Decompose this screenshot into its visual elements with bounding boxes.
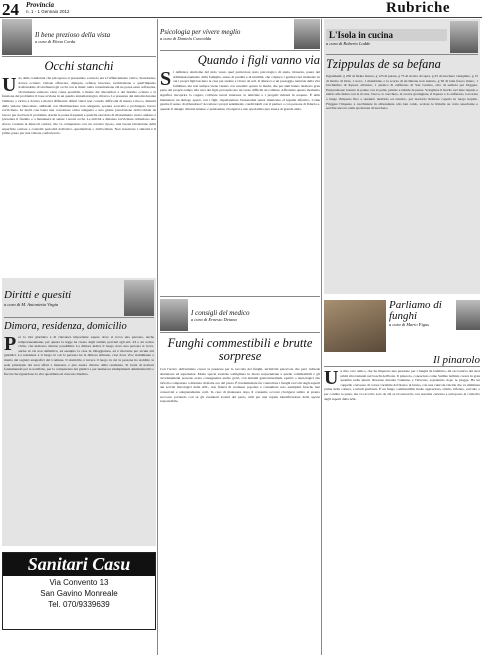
author-photo bbox=[450, 21, 478, 53]
article-body bbox=[4, 335, 154, 544]
drop-cap: U bbox=[324, 369, 339, 389]
author-photo bbox=[124, 280, 154, 316]
author-photo bbox=[2, 19, 32, 55]
article-header bbox=[324, 300, 480, 352]
rubric-title: Psicologia per vivere meglio bbox=[160, 27, 241, 36]
article-title: Occhi stanchi bbox=[44, 59, 114, 73]
article-text: er la vita giuridica è di rilevanza importante sapere dove si trova una persona, anche temporaneamente, per questo la legge ha creato degli istituti, previsti agli artt. 43 e 44 codice civile, che indicano diverse possibilità. La dimora indica il luogo dove una persona si trova, anche in via non definitiva, ad esempio la casa in villeggiatura, ed è rilevante per alcuni atti giuridici. La residenza è il luogo in cui la persona ha la dimora abituale, cioè dove vive stabilmente e risulta dai registri anagrafici del Comune. Il domicilio è invece il luogo in cui la persona ha stabilito la sede principale dei suoi affari e interessi, e può essere diverso dalla residenza. Si tratta di nozioni fondamentali per le notifiche, per la competenza dei giudici e per numerosi adempimenti amministrativi e fiscali che riguardano la vita quotidiana di ciascun cittadino. bbox=[4, 335, 154, 376]
rubric-title: Il bene prezioso della vista bbox=[35, 30, 111, 39]
rubric-title: L'Isola in cucina bbox=[326, 29, 447, 41]
article-body: Con l'arrivo dell'autunno cresce la passione per la raccolta dei funghi, un'attività piacevole che però richiede attenzione ed esperienza. Molte specie tossiche somigliano in modo sorprendente a quelle commestibili e gli avvelenamenti possono avere conseguenze anche gravi, con sintomi gastrointestinali, epatici o neurologici che talvolta compaiono a distanza di molte ore dal pasto. È fondamentale far controllare i funghi raccolti dagli esperti dei servizi micologici delle ASL, non fidarsi di credenze popolari e consumare solo esemplari freschi, ben conservati e adeguatamente cotti. In caso di malessere dopo il consumo occorre rivolgersi subito al pronto soccorso portando con sé gli eventuali avanzi del pasto, utili per una rapida identificazione della specie responsabile. bbox=[160, 367, 320, 404]
article-title: Quando i figli vanno via bbox=[197, 53, 320, 67]
author-name: a cura di Elena Corda bbox=[35, 38, 76, 44]
author-name: a cura di Roberto Lodde bbox=[326, 40, 371, 46]
rubric-title: I consigli del medico bbox=[191, 308, 250, 317]
section-title: Rubriche bbox=[386, 0, 450, 16]
article-funghi bbox=[324, 300, 480, 655]
article-text: n mio caro amico, che ha imparato una passione per i funghi da bambino, mi raccontava dei suoi primi ritrovamenti nei boschi dell'isola. Il pinarolo, conosciuto come Suillus bellinii, cresce in gran quantità nelle pinete litoranee durante l'autunno e l'inverno, soprattutto dopo le piogge. Ha un cappello convesso di colore variabile dal bianco al bruno, con una cuticola viscida che va eliminata prima della cottura, e tubuli giallastri. È un fungo commestibile molto apprezzato, ottimo trifolato, sott'olio o per condire la pasta, ma va raccolto solo da chi sa riconoscerlo con assoluta certezza e sottoposto al controllo degli esperti della ASL. bbox=[324, 369, 480, 401]
rubric-title: Parliamo di funghi bbox=[389, 299, 442, 322]
ad-address: Via Convento 13 bbox=[49, 578, 109, 587]
column-divider bbox=[321, 19, 322, 655]
article-vista bbox=[2, 19, 156, 274]
article-title: Il pinarolo bbox=[324, 354, 480, 367]
article-header bbox=[160, 19, 320, 51]
article-title: Funghi commestibili e brutte sorprese bbox=[167, 336, 313, 363]
article-text: i definisce sindrome del nido vuoto quel particolare stato psicologico di ansia, tristezza, paura del ridimensionamento della famiglia, senso di perdita e di inutilità, che colpisce i genitori nel momento in cui i propri figli lasciano la casa per andare a vivere da soli. Il distacco è un passaggio naturale della vita familiare, ma non sempre viene vissuto con serenità: spesso le madri, che per anni hanno dedicato gran parte del proprio tempo alla cura dei figli, percepiscono un vuoto difficile da colmare. Affrontare questo momento significa riscoprire la coppia, coltivare nuovi interessi, le amicizie e i progetti rimasti in sospeso. È utile mantenere un dialogo aperto con i figli, rispettandone l'autonomia senza rinunciare al legame affettivo. Come gestire il senso di abbandono? Accettare i propri sentimenti, condividerli con il partner o con persone di fiducia e, quando il disagio diventa intenso e persistente, rivolgersi a uno specialista può essere di grande aiuto. bbox=[160, 70, 320, 111]
column-center bbox=[160, 19, 320, 655]
column-right bbox=[324, 19, 480, 655]
drop-cap: U bbox=[2, 76, 17, 96]
article-title: Tzippulas de sa befana bbox=[326, 57, 441, 71]
article-title: Dimora, residenza, domicilio bbox=[4, 321, 127, 332]
author-name: a cura di Daniela Concedda bbox=[160, 35, 212, 41]
author-name: a cura di Ernesto Deiana bbox=[191, 316, 237, 322]
column-left bbox=[2, 19, 156, 655]
article-psicologia bbox=[160, 19, 320, 292]
author-photo bbox=[294, 19, 320, 49]
author-photo bbox=[456, 300, 480, 330]
drop-cap: P bbox=[4, 335, 17, 355]
ad-title: Sanitari Casu bbox=[3, 553, 155, 576]
advertisement bbox=[2, 552, 156, 630]
ad-city: San Gavino Monreale bbox=[40, 589, 118, 598]
article-medico bbox=[160, 296, 320, 655]
mushroom-photo bbox=[324, 300, 386, 352]
article-body bbox=[160, 70, 320, 292]
article-header bbox=[4, 280, 154, 318]
ad-phone: Tel. 070/9339639 bbox=[48, 600, 110, 609]
rubric-title: Diritti e quesiti bbox=[4, 289, 72, 301]
article-body: Ingredienti: g 250 di farina bianca, g 125 di patate, g 75 di ricotta di capra, g 25 di zucchero vanigliato, g 15 di lievito di birra, 1 uovo, 1 mandarino e la scorza di un limone non trattato, g 50 di latte fresco intero, 1 bicchierino di liquore all'anice, 1 pizzico di zafferano di San Gavino, olio di semola per friggere. Preparazione: lessare le patate con la pelle, pelarle e ridurle in purea. Sciogliere il lievito nel latte tiepido e unirlo alla farina con la ricotta, l'uovo, lo zucchero, le scorze grattugiate, il liquore e lo zafferano. Lavorare a lungo l'impasto fino a renderlo morbido ed elastico, poi lasciarlo lievitare coperto in luogo tiepido. Friggere l'impasto a cucchiaiate in abbondante olio ben caldo, scolare le frittelle su carta assorbente e servirle ancora calde spolverate di zucchero. bbox=[326, 74, 478, 111]
article-body bbox=[324, 369, 480, 655]
newspaper-logo: Provincia bbox=[26, 1, 54, 9]
column-divider bbox=[157, 19, 158, 655]
article-diritti bbox=[2, 278, 156, 546]
author-name: a cura di M. Antonietta Virgia bbox=[4, 302, 59, 307]
article-cucina bbox=[324, 19, 480, 294]
author-name: a cura di Mario Figus bbox=[389, 322, 429, 327]
article-header bbox=[2, 19, 156, 57]
drop-cap: S bbox=[160, 70, 172, 90]
author-photo bbox=[160, 299, 188, 331]
issue-info: n. 1 - 1 Gennaio 2012 bbox=[26, 9, 70, 14]
article-header bbox=[160, 299, 320, 333]
article-header bbox=[326, 21, 478, 55]
article-body bbox=[2, 76, 156, 274]
article-text: no delle condizioni che più spesso si presentano a tutte le età è l'affaticamento visivo. Stanchezza, dolore oculare, visione offuscata, diplopia, cefalea, bruciore, lacrimazione e quell'impulso irrefrenabile di strofinarsi gli occhi con le mani: nella consultazione chi ne possa esser sofferente. Ovviamente esistono varie cause possibili, a monte del discomfort e del fastidio oculare o la funzione del problema: il base avviene in un quadro sintomatologico diverso. La presenza dei sintomi durante l'utilizzo a vicino è dovuta a motivi differenti: difetti visivi non corretti, difficoltà di messa a fuoco, disturbi della visione binoculare, ambienti con illuminazione non adeguata, postura scorretta e prolungato lavoro ravvicinato. In molti casi basta una correzione ottica adeguata o una giusta prescrizione dell'occhiale da lavoro per risolvere il problema. Anche le pause frequenti e qualche esercizio di rilassamento visivo aiutano a prevenire il fastidio e a mantenere in salute i nostri occhi. Le attività a distanza ravvicinata richiedono uno sforzo costante ai muscoli oculari, che va compensato con un corretto riposo, una buona idratazione della superficie oculare e controlli periodici dall'ottico optometrista o dall'oculista. Non trascurare i sintomi è il primo passo per una visione confortevole. bbox=[2, 76, 156, 136]
page-number: 24 bbox=[2, 0, 19, 19]
